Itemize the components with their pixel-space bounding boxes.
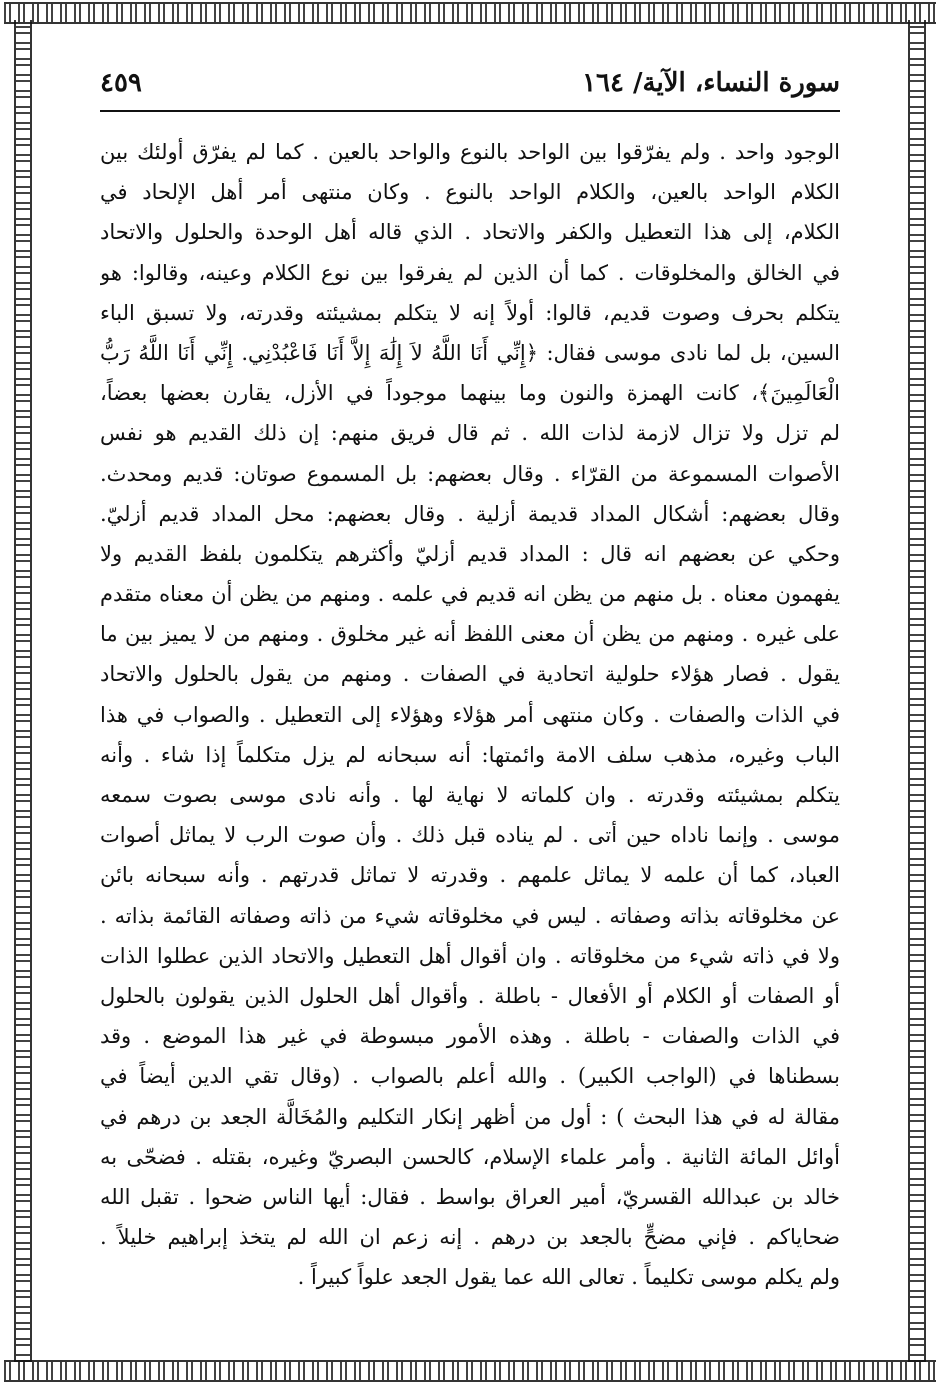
text-line: ضحاياكم . فإني مضحٍّ بالجعد بن درهم . إنه زعم ان الله لم يتخذ إبراهيم خليلاً . — [100, 1225, 840, 1250]
running-title: سورة النساء، الآية/ ١٦٤ — [582, 68, 840, 98]
page-border-top — [4, 2, 936, 24]
page-number: ٤٥٩ — [100, 68, 142, 98]
page-header — [100, 64, 840, 114]
text-line: بسطناها في (الواجب الكبير) . والله أعلم بالصواب . (وقال تقي الدين أيضاً في — [100, 1064, 840, 1089]
text-line: على غيره . ومنهم من يظن أن معنى اللفظ أنه غير مخلوق . ومنهم من لا يميز بين ما — [100, 622, 840, 647]
text-line: الوجود واحد . ولم يفرّقوا بين الواحد بالنوع والواحد بالعين . كما لم يفرّق أولئك بين — [100, 140, 840, 164]
text-line: لم تزل ولا تزال لازمة لذات الله . ثم قال فريق منهم: إن ذلك القديم هو نفس — [100, 421, 840, 446]
text-line: الْعَالَمِينَ﴾، كانت الهمزة والنون وما بينهما موجوداً في الأزل، يقارن بعضها بعضاً، — [100, 381, 840, 406]
text-line: خالد بن عبدالله القسريّ، أمير العراق بواسط . فقال: أيها الناس ضحوا . تقبل الله — [100, 1184, 840, 1209]
text-line: وقال بعضهم: أشكال المداد قديمة أزلية . وقال بعضهم: محل المداد قديم أزليّ. — [100, 501, 840, 526]
text-line: أوائل المائة الثانية . وأمر علماء الإسلام، كالحسن البصريّ وغيره، بقتله . فضحّى به — [100, 1144, 840, 1169]
page-border-bottom — [4, 1360, 936, 1382]
text-line: الكلام الواحد بالعين، والكلام الواحد بالنوع . وكان منتهى أمر أهل الإلحاد في — [100, 180, 840, 205]
text-line: وحكي عن بعضهم انه قال : المداد قديم أزليّ وأكثرهم يتكلمون بلفظ القديم ولا — [100, 541, 840, 566]
text-line: الأصوات المسموعة من القرّاء . وقال بعضهم: بل المسموع صوتان: قديم ومحدث. — [100, 461, 840, 486]
text-line: يتكلم بمشيئته وقدرته . وان كلماته لا نهاية لها . وأنه نادى موسى بصوت سمعه — [100, 783, 840, 807]
text-line: في الخالق والمخلوقات . كما أن الذين لم يفرقوا بين نوع الكلام وعينه، وقالوا: هو — [100, 260, 840, 285]
page-border-right — [908, 20, 926, 1362]
text-line: ولا في ذاته شيء من مخلوقاته . وان أقوال أهل التعطيل والاتحاد الذين عطلوا الذات — [100, 943, 840, 968]
page-border-left — [14, 20, 32, 1362]
text-line: ولم يكلم موسى تكليماً . تعالى الله عما يقول الجعد علواً كبيراً . — [297, 1265, 840, 1290]
text-line: يفهمون معناه . بل منهم من يظن انه قديم في علمه . ومنهم من يظن أن معناه متقدم — [100, 582, 840, 607]
text-line: يتكلم بحرف وصوت قديم، قالوا: أولاً إنه لا يتكلم بمشيئته وقدرته، ولا تسبق الباء — [100, 300, 840, 325]
text-line: عن مخلوقاته بذاته وصفاته . ليس في مخلوقاته شيء من ذاته وصفاته القائمة بذاته . — [100, 903, 840, 928]
text-line: السين، بل لما نادى موسى فقال: ﴿إِنِّي أَنَا اللَّهُ لاَ إِلَٰهَ إِلاَّ أَنَا فَاعْبُدْنِي. إِنِّي أَنَا اللَّهُ رَبُّ — [100, 340, 840, 365]
body-text — [100, 132, 840, 1297]
text-line: أو الصفات أو الكلام أو الأفعال - باطلة . وأقوال أهل الحلول الذين يقولون بالحلول — [100, 983, 840, 1008]
text-line: موسى . وإنما ناداه حين أتى . لم يناده قبل ذلك . وأن صوت الرب لا يماثل أصوات — [100, 823, 840, 848]
text-line: في الذات والصفات . وكان منتهى أمر هؤلاء وهؤلاء إلى التعطيل . والصواب في هذا — [100, 702, 840, 727]
text-line: في الذات والصفات - باطلة . وهذه الأمور مبسوطة في غير هذا الموضع . وقد — [100, 1024, 840, 1049]
text-line: يقول . فصار هؤلاء حلولية اتحادية في الصفات . ومنهم من يقول بالحلول والاتحاد — [100, 662, 840, 687]
header-rule — [100, 110, 840, 112]
text-line: الباب وغيره، مذهب سلف الامة وائمتها: أنه سبحانه لم يزل متكلماً إذا شاء . وأنه — [100, 742, 840, 767]
text-line: العباد، كما أن علمه لا يماثل علمهم . وقدرته لا تماثل قدرتهم . وأنه سبحانه بائن — [100, 863, 840, 888]
text-line: مقالة له في هذا البحث ) : أول من أظهر إنكار التكليم والمُخَالَّة الجعد بن درهم في — [100, 1104, 840, 1129]
text-line: الكلام، إلى هذا التعطيل والكفر والاتحاد . الذي قاله أهل الوحدة والحلول والاتحاد — [100, 220, 840, 245]
